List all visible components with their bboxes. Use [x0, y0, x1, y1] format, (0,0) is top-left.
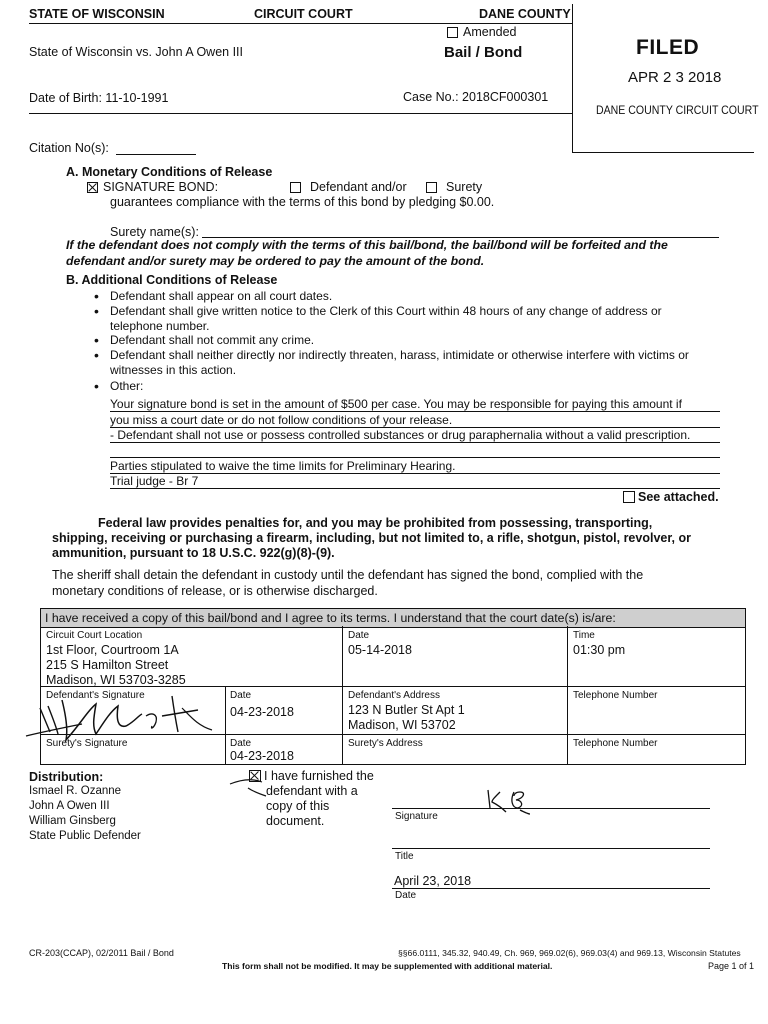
defendant-address-label: Defendant's Address — [348, 690, 440, 701]
court-label: CIRCUIT COURT — [254, 7, 353, 21]
case-name: State of Wisconsin vs. John A Owen III — [29, 45, 243, 59]
condition-other: • Other: — [110, 379, 143, 393]
condition-notice-cont: telephone number. — [110, 319, 210, 333]
court-date-value: 05-14-2018 — [348, 643, 412, 657]
citation-field-line — [116, 154, 196, 155]
see-attached-label: See attached. — [638, 490, 719, 504]
distribution-recipient: William Ginsberg — [29, 815, 116, 827]
statutes: §§66.0111, 345.32, 940.49, Ch. 969, 969.02(6), 969.03(4) and 969.13, Wisconsin Statutes — [398, 948, 741, 958]
signature-bond-label: SIGNATURE BOND: — [103, 180, 219, 194]
surety-label: Surety — [446, 180, 483, 194]
defendant-date-value: 04-23-2018 — [230, 705, 294, 719]
table-col-rule — [567, 626, 568, 764]
furnished-text-1: I have furnished the — [264, 769, 374, 783]
county-label: DANE COUNTY — [479, 7, 571, 21]
title-label: Title — [395, 851, 414, 862]
see-attached-checkbox[interactable] — [623, 490, 719, 504]
signoff-date-value: April 23, 2018 — [394, 874, 472, 888]
checkbox-icon — [447, 27, 458, 38]
location-line-1: 1st Floor, Courtroom 1A — [46, 643, 179, 657]
surety-signature-label: Surety's Signature — [46, 738, 128, 749]
defendant-signature-label: Defendant's Signature — [46, 690, 145, 701]
checked-box-icon — [87, 182, 98, 193]
citation-label: Citation No(s): — [29, 141, 109, 155]
signoff-date-label: Date — [395, 890, 417, 901]
defendant-telephone-label: Telephone Number — [573, 690, 658, 701]
surety-date-label: Date — [230, 738, 252, 749]
defendant-address-2: Madison, WI 53702 — [348, 718, 456, 732]
sheriff-notice-2: monetary conditions of release, or is otherwise discharged. — [52, 584, 378, 598]
stamp-box-border — [572, 4, 573, 152]
other-line-rule — [110, 473, 720, 474]
condition-appear: • Defendant shall appear on all court dates. — [110, 289, 332, 303]
filed-stamp-court: DANE COUNTY CIRCUIT COURT — [596, 103, 759, 117]
guarantee-text: guarantees compliance with the terms of this bond by pledging $0.00. — [110, 195, 495, 209]
other-line-rule — [110, 411, 720, 412]
distribution-recipient: John A Owen III — [29, 800, 110, 812]
federal-notice-2: shipping, receiving or purchasing a firearm, including, but not limited to, a rifle, shotgun, pistol, revolver, or — [52, 531, 691, 545]
acknowledgement-text: I have received a copy of this bail/bond and I agree to its terms. I understand that the court date(s) is/are: — [45, 611, 616, 625]
location-line-3: Madison, WI 53703-3285 — [46, 673, 186, 687]
furnished-text-3: copy of this — [266, 799, 330, 813]
defendant-signature-scribble — [22, 686, 222, 746]
other-line-rule — [110, 488, 720, 489]
checkbox-icon — [426, 182, 437, 193]
federal-notice-1: Federal law provides penalties for, and you may be prohibited from possessing, transporting, — [98, 516, 653, 530]
location-label: Circuit Court Location — [46, 630, 143, 641]
defendant-checkbox[interactable] — [290, 180, 407, 194]
other-line-rule — [110, 457, 720, 458]
table-col-rule — [342, 626, 343, 764]
distribution-heading: Distribution: — [29, 770, 104, 784]
defendant-label: Defendant and/or — [310, 180, 407, 194]
surety-names-label: Surety name(s): — [110, 225, 199, 239]
title-line — [392, 848, 710, 849]
other-condition-line-5: Trial judge - Br 7 — [110, 474, 199, 488]
court-date-label: Date — [348, 630, 370, 641]
surety-telephone-label: Telephone Number — [573, 738, 658, 749]
other-condition-line-2: you miss a court date or do not follow conditions of your release. — [110, 413, 453, 427]
defendant-date-label: Date — [230, 690, 252, 701]
acknowledgement-banner — [40, 608, 746, 628]
date-line — [392, 888, 710, 889]
surety-checkbox[interactable] — [426, 180, 482, 194]
signature-line — [392, 808, 710, 809]
other-line-rule — [110, 442, 720, 443]
court-time-label: Time — [573, 630, 595, 641]
furnished-text-2: defendant with a — [266, 784, 358, 798]
stamp-box-bottom — [572, 152, 754, 153]
state-label: STATE OF WISCONSIN — [29, 7, 165, 21]
case-rule — [29, 113, 572, 114]
condition-no-contact-cont: witnesses in this action. — [110, 363, 237, 377]
location-line-2: 215 S Hamilton Street — [46, 658, 169, 672]
case-number: Case No.: 2018CF000301 — [403, 90, 549, 104]
condition-no-contact: • Defendant shall neither directly nor indirectly threaten, harass, intimidate or otherwise interfere with victims or — [110, 348, 689, 362]
distribution-recipient: Ismael R. Ozanne — [29, 785, 122, 797]
modification-notice: This form shall not be modified. It may be supplemented with additional material. — [222, 961, 553, 971]
forfeit-warning-1: If the defendant does not comply with the terms of this bail/bond, the bail/bond will be forfeited and the — [66, 238, 668, 252]
surety-date-value: 04-23-2018 — [230, 749, 294, 763]
header-rule — [29, 23, 572, 24]
condition-notice: • Defendant shall give written notice to the Clerk of this Court within 48 hours of any change of address or — [110, 304, 662, 318]
clerk-initials-scribble — [480, 786, 540, 816]
checkbox-icon — [623, 491, 635, 503]
forfeit-warning-2: defendant and/or surety may be ordered to pay the amount of the bond. — [66, 254, 485, 268]
defendant-address-1: 123 N Butler St Apt 1 — [348, 703, 465, 717]
sheriff-notice-1: The sheriff shall detain the defendant in custody until the defendant has signed the bond, complied with the — [52, 568, 644, 582]
checkbox-icon — [290, 182, 301, 193]
other-condition-line-1: Your signature bond is set in the amount of $500 per case. You may be responsible for paying this amount if — [110, 397, 682, 411]
distribution-recipient: State Public Defender — [29, 830, 141, 842]
page-number: Page 1 of 1 — [708, 961, 755, 971]
amended-checkbox[interactable] — [447, 25, 517, 39]
signature-bond-checkbox[interactable] — [87, 180, 218, 194]
form-id: CR-203(CCAP), 02/2011 Bail / Bond — [29, 948, 174, 958]
surety-address-label: Surety's Address — [348, 738, 423, 749]
court-time-value: 01:30 pm — [573, 643, 626, 657]
amended-label: Amended — [463, 25, 517, 39]
condition-no-crime: • Defendant shall not commit any crime. — [110, 333, 314, 347]
signature-label: Signature — [395, 811, 438, 822]
form-title: Bail / Bond — [444, 44, 523, 61]
table-col-rule — [225, 686, 226, 764]
furnished-check-scribble — [226, 770, 286, 800]
section-b-heading: B. Additional Conditions of Release — [66, 273, 278, 287]
filed-stamp: FILED — [636, 36, 700, 59]
furnished-text-4: document. — [266, 814, 325, 828]
section-a-heading: A. Monetary Conditions of Release — [66, 165, 273, 179]
date-of-birth: Date of Birth: 11-10-1991 — [29, 91, 169, 105]
other-condition-line-4: Parties stipulated to waive the time limits for Preliminary Hearing. — [110, 459, 456, 473]
filed-stamp-date: APR 2 3 2018 — [628, 69, 722, 86]
other-condition-line-3: - Defendant shall not use or possess controlled substances or drug paraphernalia without a valid prescription. — [110, 428, 691, 442]
federal-notice-3: ammunition, pursuant to 18 U.S.C. 922(g)(8)-(9). — [52, 546, 335, 560]
